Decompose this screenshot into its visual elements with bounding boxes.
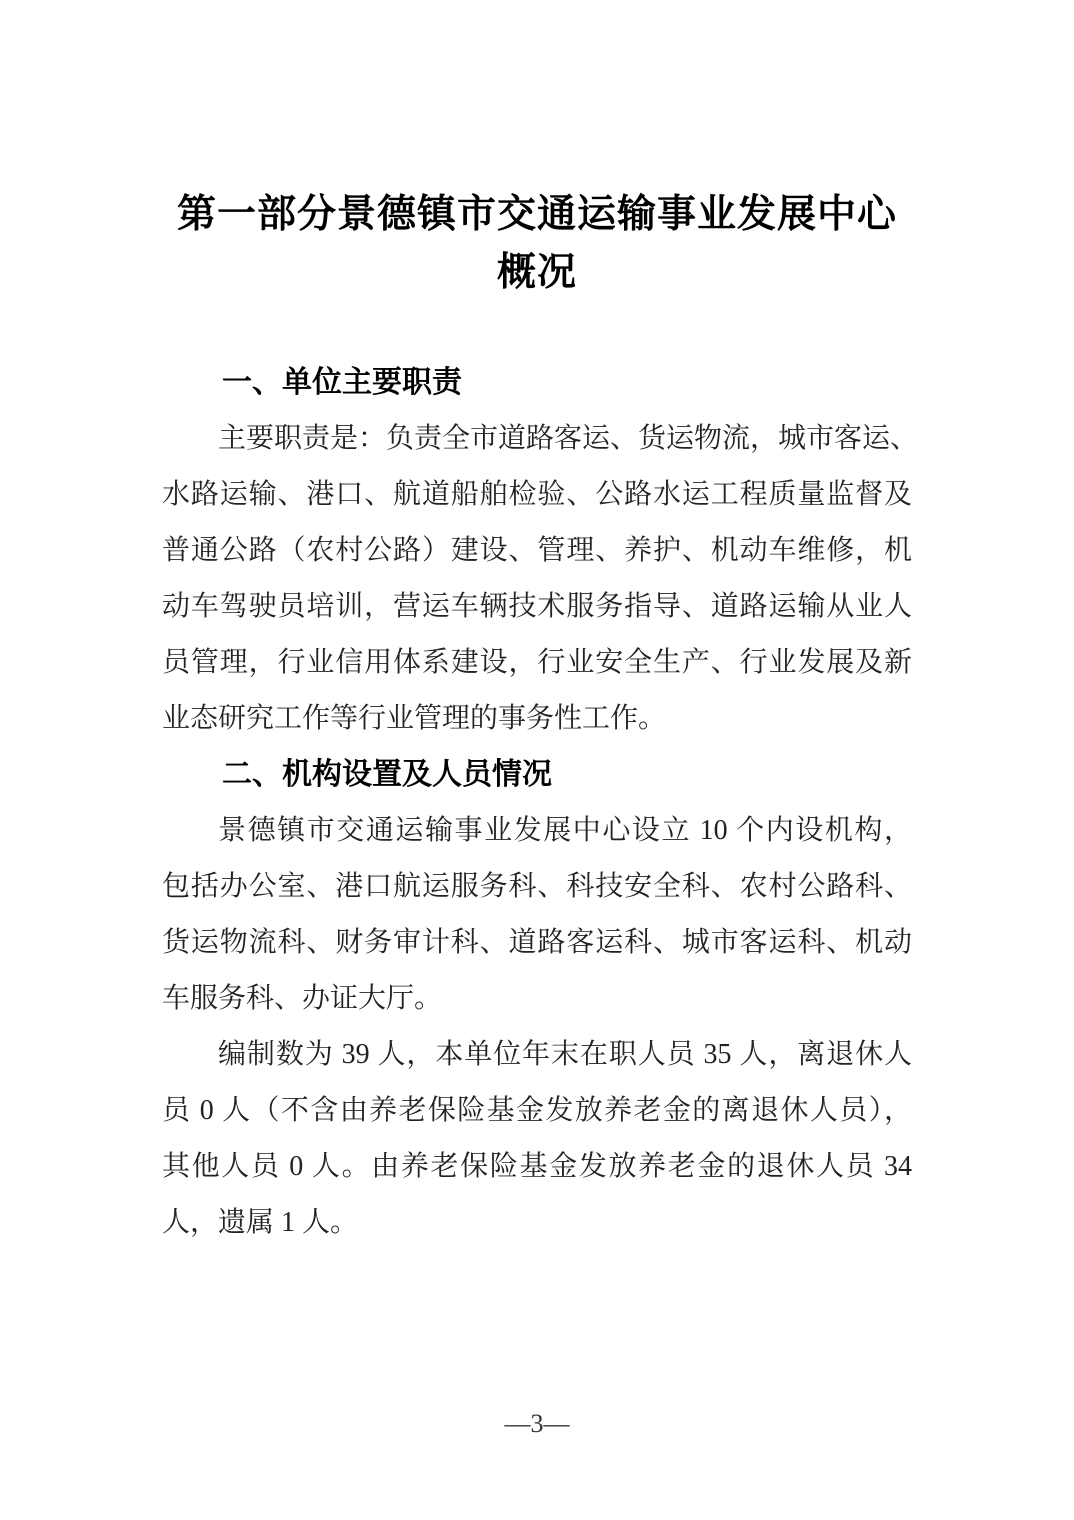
text-line: 货运物流科、财务审计科、道路客运科、城市客运科、机动 — [162, 927, 912, 958]
text-line: 员管理，行业信用体系建设，行业安全生产、行业发展及新 — [162, 647, 912, 678]
text-line: 其他人员 0 人。由养老保险基金发放养老金的退休人员 34 — [162, 1151, 912, 1182]
document-title-line2: 概况 — [496, 251, 577, 294]
text-line: 主要职责是：负责全市道路客运、货运物流，城市客运、 — [218, 423, 919, 454]
document-title-line1: 第一部分景德镇市交通运输事业发展中心 — [176, 193, 897, 236]
text-line: 动车驾驶员培训，营运车辆技术服务指导、道路运输从业人 — [162, 591, 912, 622]
text-line: 车服务科、办证大厅。 — [162, 983, 443, 1014]
text-line: 普通公路（农村公路）建设、管理、养护、机动车维修，机 — [162, 535, 912, 566]
document-title — [70, 186, 1004, 302]
text-line: 业态研究工作等行业管理的事务性工作。 — [162, 703, 667, 734]
text-line: 编制数为 39 人，本单位年末在职人员 35 人，离退休人 — [218, 1039, 912, 1070]
text-line: 员 0 人（不含由养老保险基金发放养老金的离退休人员）， — [162, 1095, 912, 1126]
text-line: 包括办公室、港口航运服务科、科技安全科、农村公路科、 — [162, 871, 912, 902]
section-2-heading: 二、机构设置及人员情况 — [222, 758, 552, 791]
document-body — [162, 355, 919, 1251]
text-line: 景德镇市交通运输事业发展中心设立 10 个内设机构， — [218, 815, 912, 846]
text-line: 水路运输、港口、航道船舶检验、公路水运工程质量监督及 — [162, 479, 912, 510]
page-number: —3— — [504, 1409, 570, 1438]
text-line: 人，遗属 1 人。 — [162, 1207, 359, 1238]
section-1-heading: 一、单位主要职责 — [222, 366, 462, 399]
